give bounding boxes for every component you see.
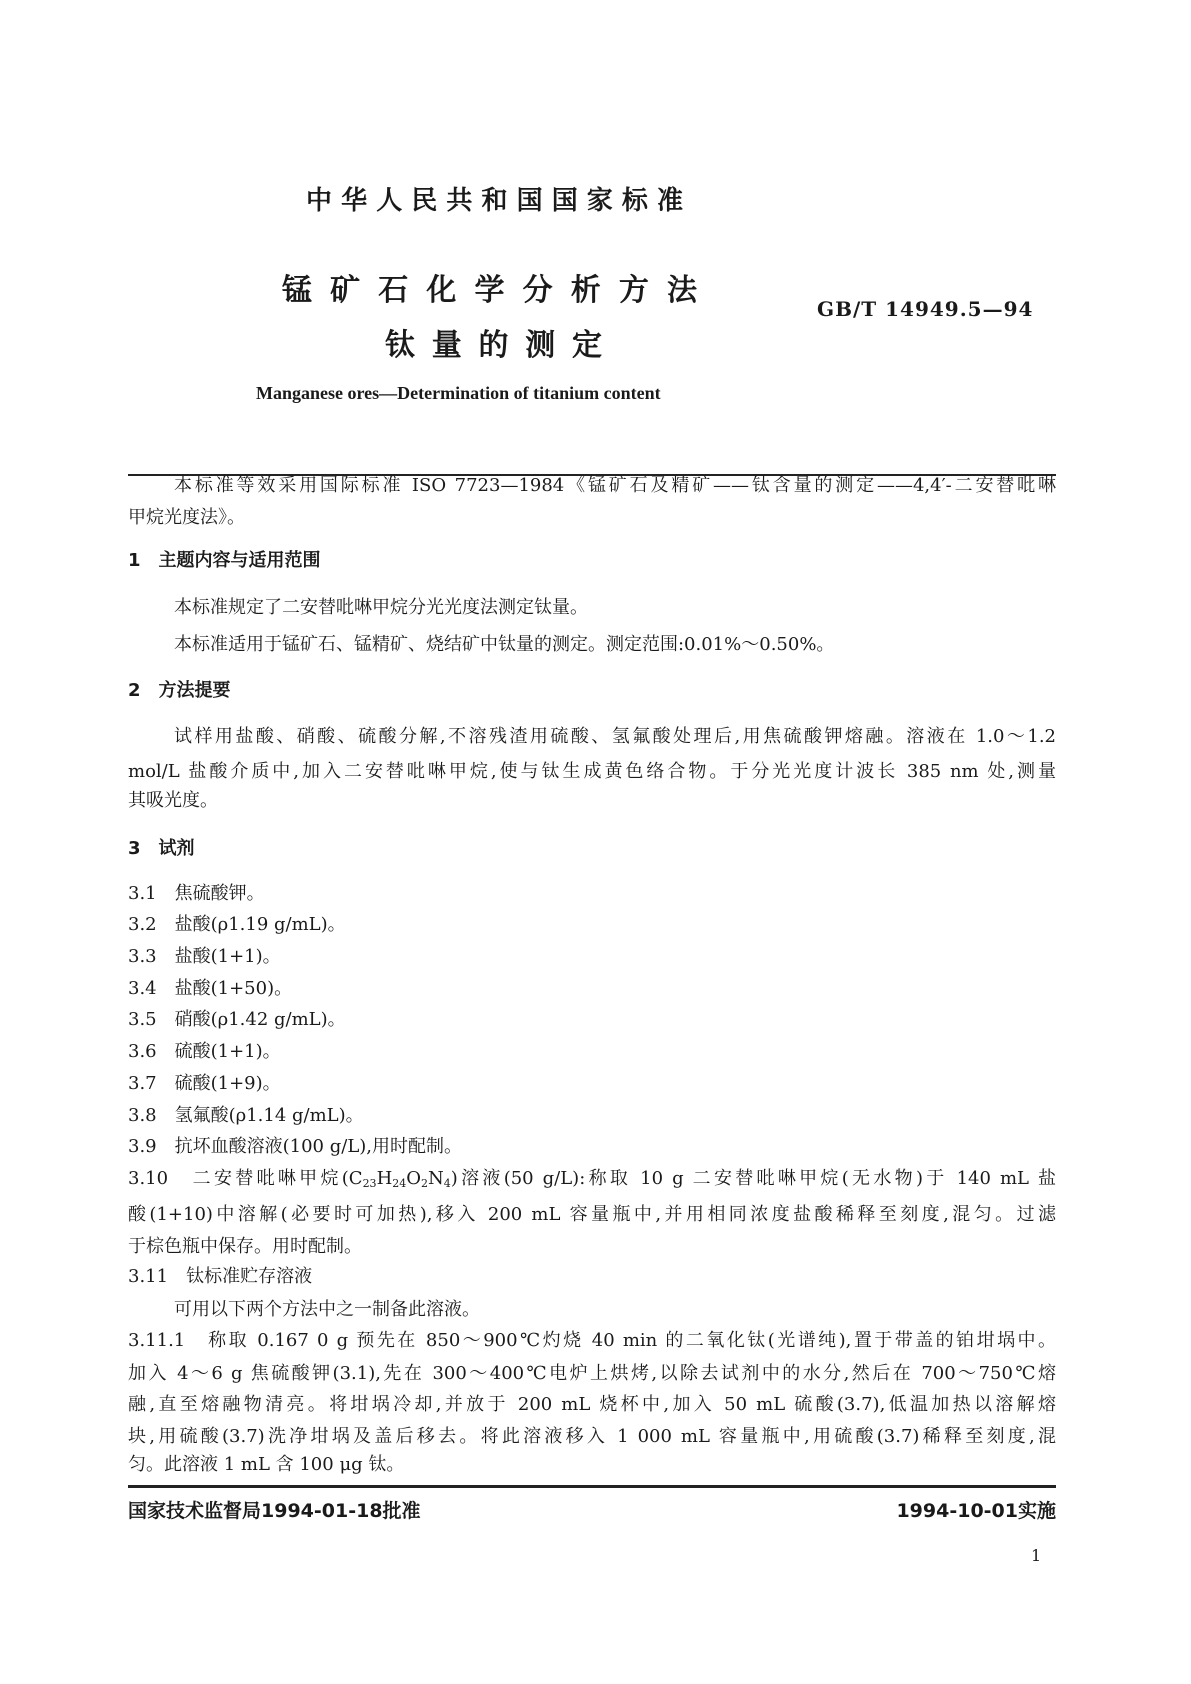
body-line: 3.5 硝酸(ρ1.42 g/mL)。 xyxy=(128,1009,346,1030)
body-line: 3.2 盐酸(ρ1.19 g/mL)。 xyxy=(128,914,346,935)
body-line: 可用以下两个方法中之一制备此溶液。 xyxy=(174,1299,480,1320)
formula-subscript: 23 xyxy=(362,1177,377,1190)
body-line: 加入 4～6 g 焦硫酸钾(3.1),先在 300～400℃电炉上烘烤,以除去试剂中的水分,然后在 700～750℃熔 xyxy=(128,1363,1056,1384)
approval-date: 国家技术监督局1994-01-18批准 xyxy=(128,1500,421,1522)
line-segment: )溶液(50 g/L):称取 10 g 二安替吡啉甲烷(无水物)于 140 mL 盐 xyxy=(450,1168,1056,1189)
line-segment: O xyxy=(406,1168,422,1189)
body-line: 3.6 硫酸(1+1)。 xyxy=(128,1041,281,1062)
footer-divider xyxy=(128,1485,1056,1488)
document-subtitle: 钛量的测定 xyxy=(385,328,602,363)
body-line: 匀。此溶液 1 mL 含 100 μg 钛。 xyxy=(128,1454,405,1475)
body-line: 本标准等效采用国际标准 ISO 7723—1984《锰矿石及精矿——钛含量的测定——4,4′-二安替吡啉 xyxy=(174,475,1056,496)
section-heading: 3 试剂 xyxy=(128,838,195,859)
body-line: 3.4 盐酸(1+50)。 xyxy=(128,978,293,999)
formula-subscript: 4 xyxy=(443,1177,451,1190)
body-line: 3.11.1 称取 0.167 0 g 预先在 850～900℃灼烧 40 min 的二氧化钛(光谱纯),置于带盖的铂坩埚中。 xyxy=(128,1330,1056,1351)
page-number: 1 xyxy=(1031,1546,1042,1565)
formula-subscript: 2 xyxy=(421,1177,429,1190)
document-title: 锰矿石化学分析方法 xyxy=(282,273,697,308)
standard-number: GB/T 14949.5—94 xyxy=(817,297,1034,321)
line-segment: 3.10 二安替吡啉甲烷(C xyxy=(128,1168,363,1189)
body-line: 3.9 抗坏血酸溶液(100 g/L),用时配制。 xyxy=(128,1136,463,1157)
formula-subscript: 24 xyxy=(392,1177,407,1190)
body-line: 本标准规定了二安替吡啉甲烷分光光度法测定钛量。 xyxy=(174,597,588,618)
section-heading: 2 方法提要 xyxy=(128,680,231,701)
body-line: 本标准适用于锰矿石、锰精矿、烧结矿中钛量的测定。测定范围:0.01%～0.50%。 xyxy=(174,634,835,655)
line-segment: N xyxy=(428,1168,444,1189)
body-line: 3.7 硫酸(1+9)。 xyxy=(128,1073,281,1094)
body-line: 试样用盐酸、硝酸、硫酸分解,不溶残渣用硫酸、氢氟酸处理后,用焦硫酸钾熔融。溶液在 1.0～1.2 xyxy=(174,726,1056,747)
body-line: 酸(1+10)中溶解(必要时可加热),移入 200 mL 容量瓶中,并用相同浓度盐酸稀释至刻度,混匀。过滤 xyxy=(128,1204,1056,1225)
national-standard-heading: 中华人民共和国国家标准 xyxy=(306,186,683,216)
body-line: 甲烷光度法》。 xyxy=(128,507,245,528)
body-line: 块,用硫酸(3.7)洗净坩埚及盖后移去。将此溶液移入 1 000 mL 容量瓶中,用硫酸(3.7)稀释至刻度,混 xyxy=(128,1426,1056,1447)
body-line: 融,直至熔融物清亮。将坩埚冷却,并放于 200 mL 烧杯中,加入 50 mL 硫酸(3.7),低温加热以溶解熔 xyxy=(128,1394,1056,1415)
implementation-date: 1994-10-01实施 xyxy=(896,1500,1056,1522)
english-title: Manganese ores—Determination of titanium content xyxy=(256,383,661,403)
body-line xyxy=(128,1167,1056,1196)
line-segment: H xyxy=(376,1168,393,1189)
body-line: 3.11 钛标准贮存溶液 xyxy=(128,1266,313,1287)
body-line: 于棕色瓶中保存。用时配制。 xyxy=(128,1236,362,1257)
body-line: 其吸光度。 xyxy=(128,790,218,811)
body-line: mol/L 盐酸介质中,加入二安替吡啉甲烷,使与钛生成黄色络合物。于分光光度计波长 385 nm 处,测量 xyxy=(128,761,1056,782)
body-line: 3.3 盐酸(1+1)。 xyxy=(128,946,281,967)
section-heading: 1 主题内容与适用范围 xyxy=(128,550,321,571)
body-line: 3.1 焦硫酸钾。 xyxy=(128,883,265,904)
body-line: 3.8 氢氟酸(ρ1.14 g/mL)。 xyxy=(128,1105,364,1126)
